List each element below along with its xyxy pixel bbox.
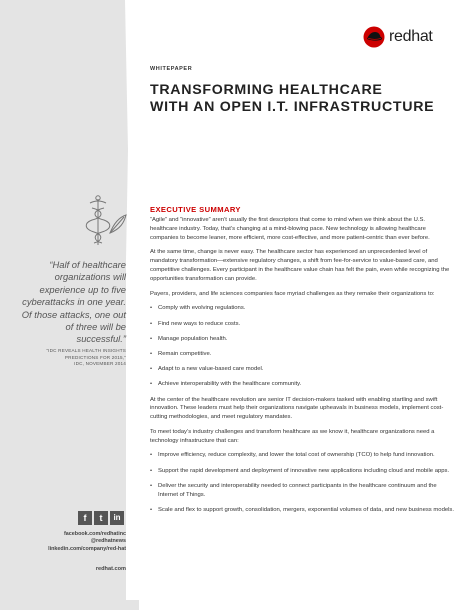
linkedin-icon[interactable]: in — [110, 511, 124, 525]
challenges-list — [150, 304, 454, 389]
section-heading: EXECUTIVE SUMMARY — [150, 205, 241, 214]
facebook-icon[interactable]: f — [78, 511, 92, 525]
logo-wordmark: redhat — [389, 28, 433, 45]
infrastructure-list — [150, 451, 454, 514]
list-item: • Comply with evolving regulations. — [150, 304, 454, 313]
title-line: TRANSFORMING HEALTHCARE — [150, 82, 383, 98]
paragraph: To meet today’s industry challenges and transform healthcare as we know it, healthcare organizations need a technology infrastructure that can: — [150, 428, 435, 444]
title-line: WITH AN OPEN I.T. INFRASTRUCTURE — [150, 98, 435, 115]
list-item: • Improve efficiency, reduce complexity, and lower the total cost of ownership (TCO) to help fund innovation. — [150, 451, 454, 460]
website-link[interactable]: redhat.com — [95, 566, 126, 572]
document-type-label: WHITEPAPER — [150, 66, 193, 72]
quote-source-line: PREDICTIONS FOR 2015,” — [64, 354, 126, 360]
paragraph: “Agile” and “innovative” aren’t usually the first descriptors that come to mind when we think about the U.S. healthcare industry. Today, that’s changing at a mind-blowing pace. New technology is allowing healthcare companies to become leaner, more efficient, more cost-effective, and more patient-centric than ever before. — [150, 217, 430, 241]
twitter-icon[interactable]: t — [94, 511, 108, 525]
list-item: • Remain competitive. — [150, 350, 454, 359]
paragraph: At the same time, change is never easy. The healthcare sector has experienced an unprecedented level of mandatory transformation—extensive regulatory changes, a shift from fee-for-service to value-based care, and competitive challenges. Every participant in the healthcare value chain has felt the pain, even while recognizing the opportunities transformation can provide. — [150, 249, 450, 283]
social-links — [14, 531, 126, 553]
twitter-link[interactable]: @redhatnews — [90, 538, 126, 545]
caduceus-icon — [80, 193, 128, 251]
list-item: • Achieve interoperability with the healthcare community. — [150, 380, 454, 389]
paragraph: Payers, providers, and life sciences companies face myriad challenges as they remake their organizations to: — [150, 290, 435, 297]
list-item: • Manage population health. — [150, 335, 454, 344]
list-item: • Support the rapid development and deployment of innovative new applications including cloud and mobile apps. — [150, 467, 454, 476]
body-text — [150, 216, 454, 521]
quote-source-line: IDC, NOVEMBER 2014 — [74, 361, 126, 367]
sidebar — [0, 0, 139, 610]
quote-source-line: “IDC REVEALS HEALTH INSIGHTS — [46, 348, 126, 353]
red-hat-logo-icon — [363, 26, 385, 48]
quote-source — [14, 348, 126, 368]
paragraph: At the center of the healthcare revolution are senior IT decision-makers tasked with enabling startling and swift innovation. These leaders must help their organizations navigate upheavals in business models, implement cost-cutting methodologies, and meet regulatory mandates. — [150, 396, 444, 421]
redhat-logo[interactable] — [363, 23, 463, 51]
document-title — [150, 82, 460, 115]
list-item: • Find new ways to reduce costs. — [150, 320, 454, 329]
list-item: • Adapt to a new value-based care model. — [150, 365, 454, 374]
list-item: • Deliver the security and interoperability needed to connect participants in the healthcare continuum and the Internet of Things. — [150, 482, 454, 500]
social-icons — [78, 511, 126, 527]
list-item: • Scale and flex to support growth, consolidation, mergers, exponential volumes of data, and new business models. — [150, 506, 454, 515]
pull-quote: “Half of healthcare organizations will experience up to five cyberattacks in one year. Of those attacks, one out of three will be successful.” — [21, 259, 126, 345]
linkedin-link[interactable]: linkedin.com/company/red-hat — [48, 545, 126, 552]
facebook-link[interactable]: facebook.com/redhatinc — [63, 531, 126, 537]
